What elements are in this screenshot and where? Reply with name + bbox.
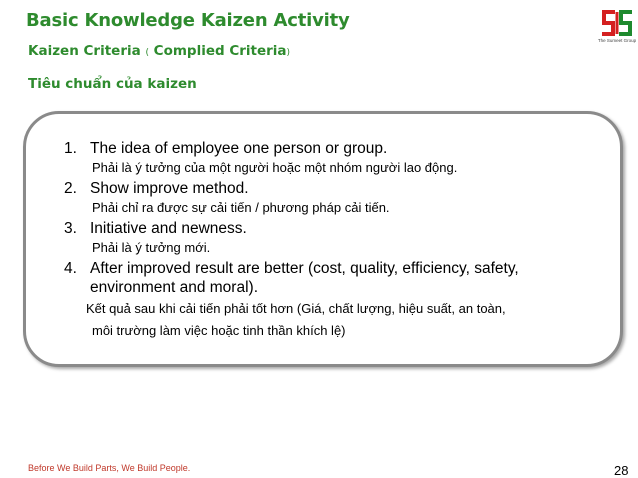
criterion-number: 3.	[64, 220, 77, 237]
criterion-en: After improved result are better (cost, quality, efficiency, safety,	[90, 260, 519, 277]
criterion-4	[64, 260, 519, 278]
subtitle-paren-close: )	[286, 48, 291, 58]
criterion-3-vn: Phải là ý tưởng mới.	[92, 240, 211, 255]
subtitle-paren-open: (	[145, 48, 149, 58]
criterion-en: Initiative and newness.	[90, 220, 247, 237]
criterion-number: 2.	[64, 180, 77, 197]
subtitle-main: Kaizen Criteria	[28, 43, 141, 59]
criterion-1	[64, 140, 387, 158]
criterion-number: 1.	[64, 140, 77, 157]
subtitle-note: Complied Criteria	[153, 43, 287, 59]
page-number: 28	[614, 463, 629, 478]
logo-caption: The Sumeet Group	[597, 38, 637, 43]
slide-subtitle	[28, 43, 290, 59]
criterion-number: 4.	[64, 260, 77, 277]
criterion-1-vn: Phải là ý tưởng của một người hoặc một nhóm người lao động.	[92, 160, 458, 175]
footer-tagline: Before We Build Parts, We Build People.	[28, 463, 191, 473]
criterion-2	[64, 180, 249, 198]
vietnamese-title: Tiêu chuẩn của kaizen	[28, 76, 197, 92]
criterion-2-vn: Phải chỉ ra được sự cải tiến / phương pháp cải tiến.	[92, 200, 390, 215]
slide-title: Basic Knowledge Kaizen Activity	[26, 10, 350, 31]
criterion-4-line2: environment and moral).	[90, 279, 258, 296]
criterion-en: Show improve method.	[90, 180, 249, 197]
criterion-3	[64, 220, 247, 238]
criterion-4-vn-line2: môi trường làm việc hoặc tinh thần khích lệ)	[92, 323, 346, 338]
criterion-en: The idea of employee one person or group.	[90, 140, 388, 157]
criterion-4-vn-line1: Kết quả sau khi cải tiến phải tốt hơn (Giá, chất lượng, hiệu suất, an toàn,	[86, 301, 506, 316]
